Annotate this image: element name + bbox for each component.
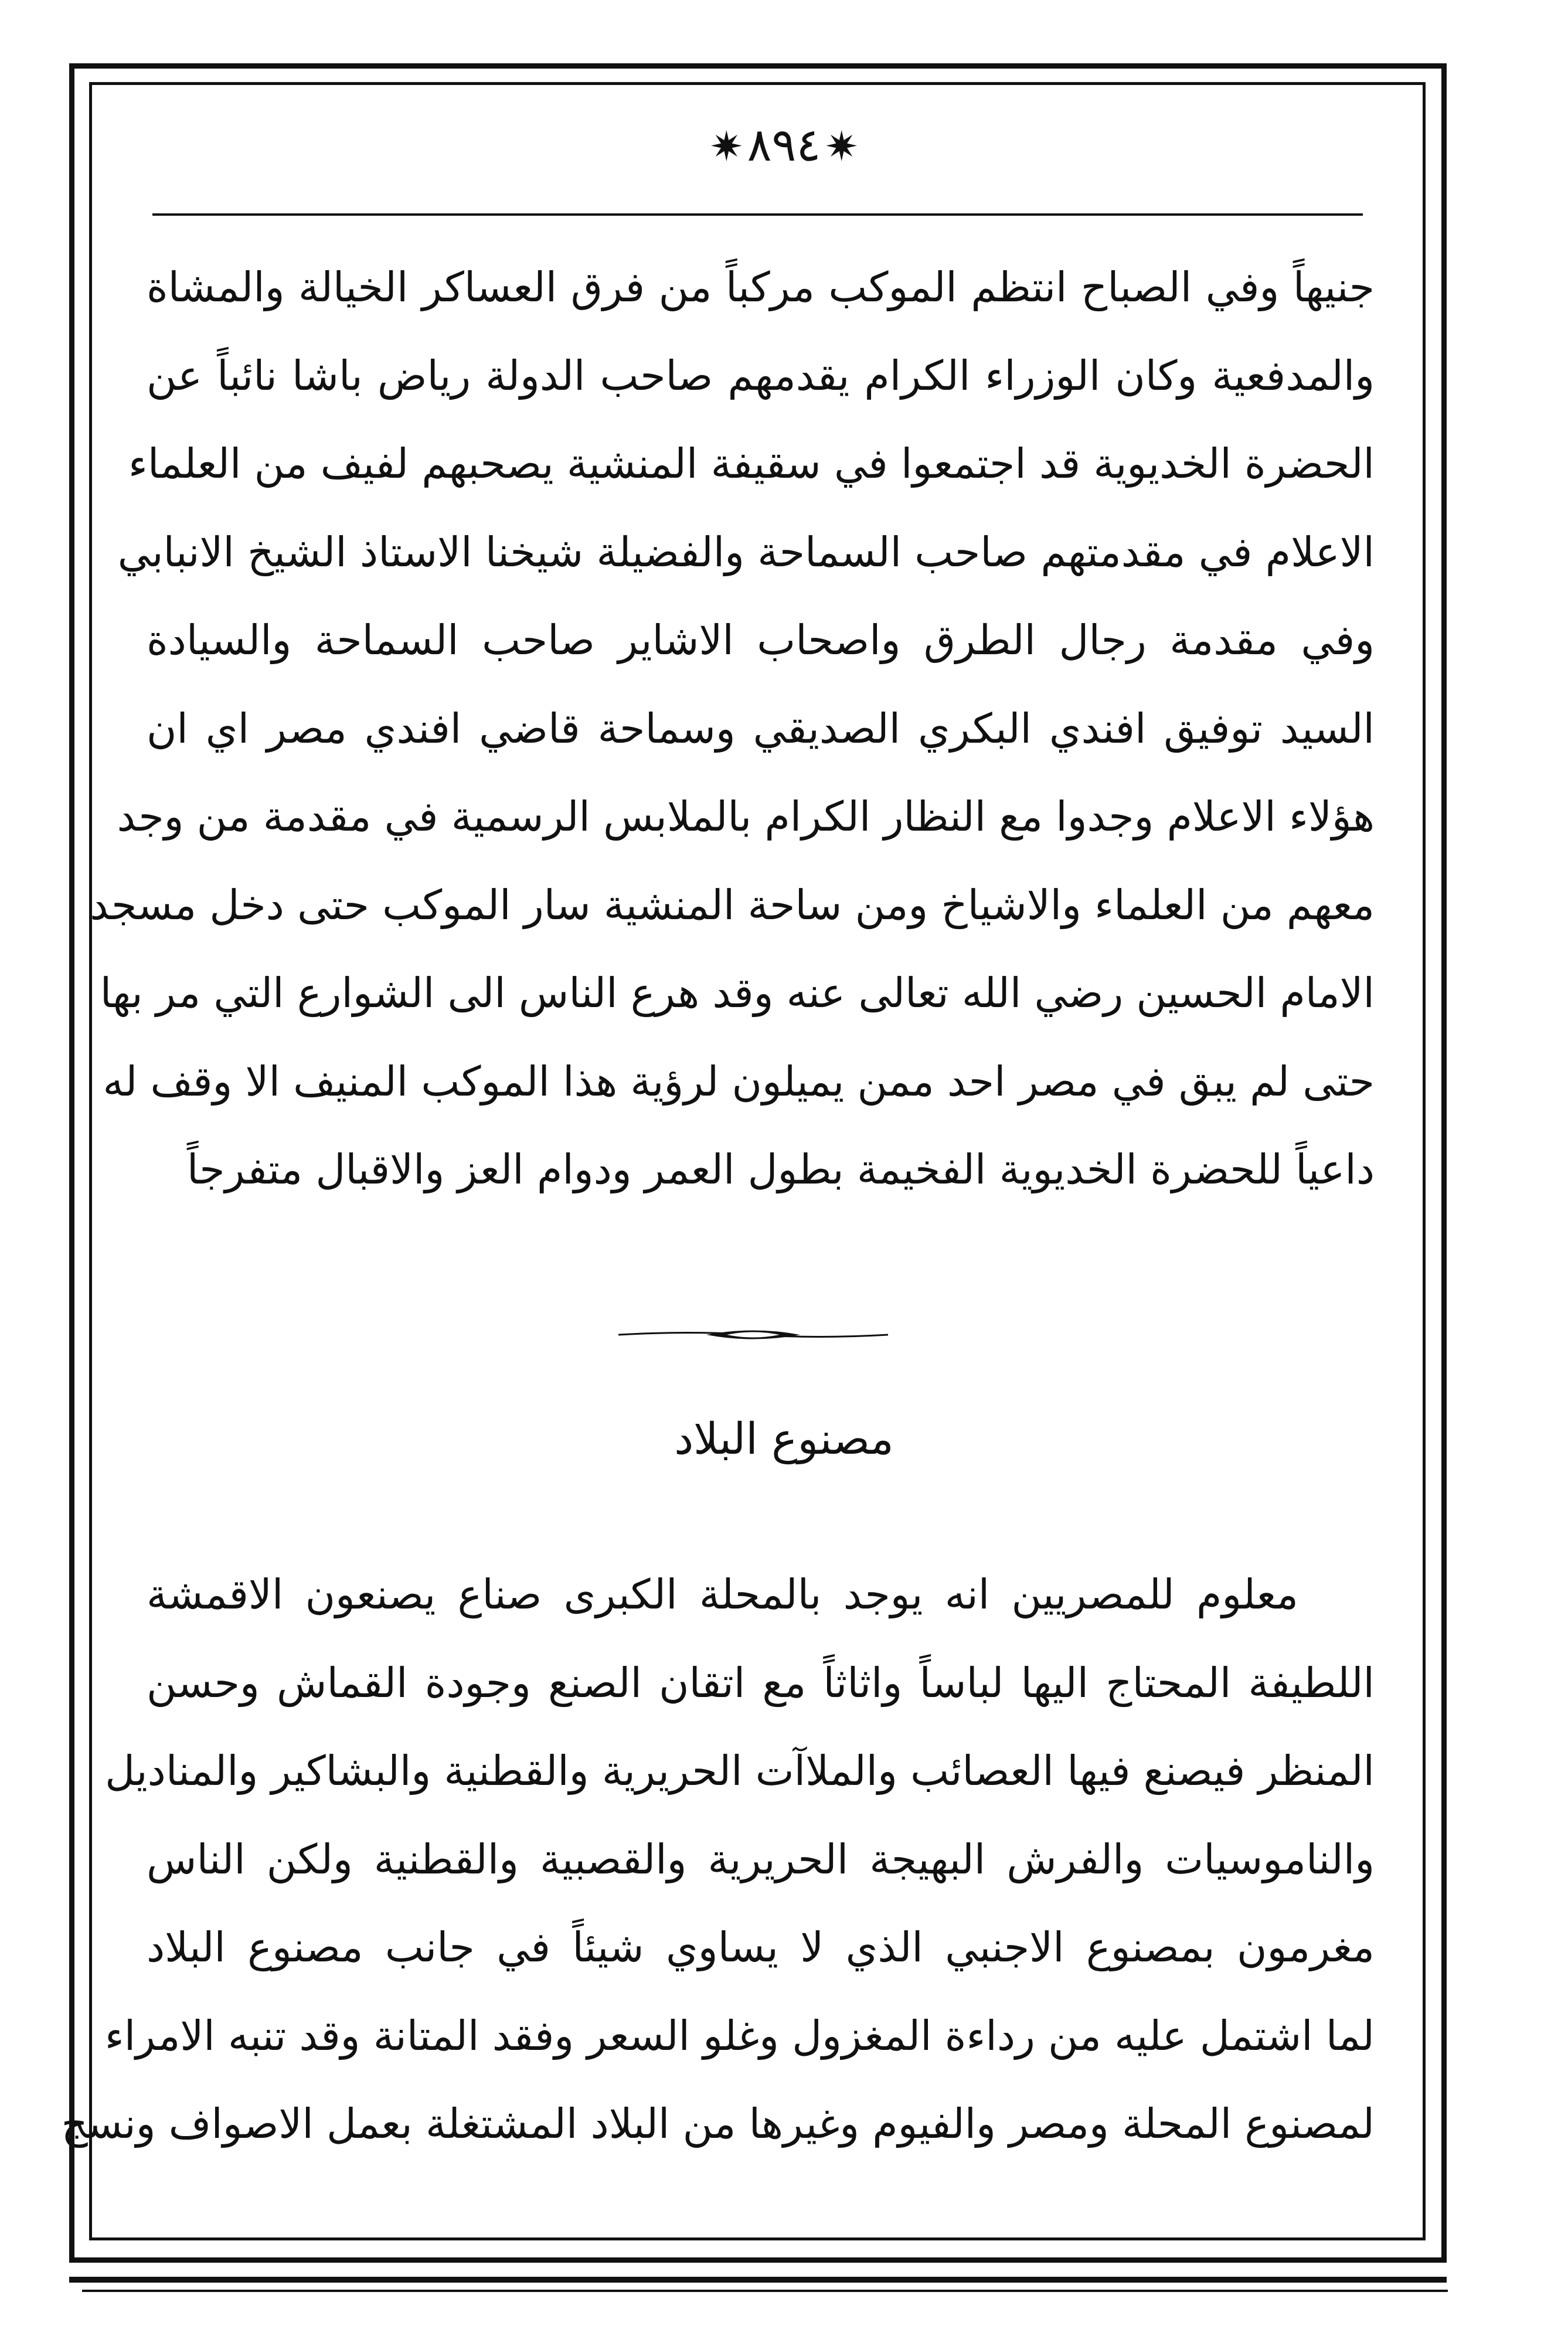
text-line: جنيهاً وفي الصباح انتظم الموكب مركباً من فرق العساكر الخيالة والمشاة [147,263,1375,311]
section-divider-ornament [618,1326,888,1344]
text-line: معلوم للمصريين انه يوجد بالمحلة الكبرى صناع يصنعون الاقمشة [147,1570,1298,1618]
text-line: والناموسيات والفرش البهيجة الحريرية والقصبية والقطنية ولكن الناس [147,1835,1375,1883]
text-line: مغرمون بمصنوع الاجنبي الذي لا يساوي شيئاً في جانب مصنوع البلاد [147,1923,1375,1971]
text-line: والمدفعية وكان الوزراء الكرام يقدمهم صاحب الدولة رياض باشا نائباً عن [147,351,1375,400]
bottom-rule [69,2277,1447,2283]
text-line: داعياً للحضرة الخديوية الفخيمة بطول العمر ودوام العز والاقبال متفرجاً [186,1145,1375,1193]
header-rule [152,213,1363,216]
text-line: اللطيفة المحتاج اليها لباساً واثاثاً مع اتقان الصنع وجودة القماش وحسن [147,1658,1375,1707]
text-line: لمصنوع المحلة ومصر والفيوم وغيرها من البلاد المشتغلة بعمل الاصواف ونسج [61,2100,1375,2148]
text-line: معهم من العلماء والاشياخ ومن ساحة المنشية سار الموكب حتى دخل مسجد [90,880,1375,929]
page-header [0,116,1568,176]
text-line: الحضرة الخديوية قد اجتمعوا في سقيفة المنشية يصحبهم لفيف من العلماء [128,440,1375,488]
text-line: هؤلاء الاعلام وجدوا مع النظار الكرام بالملابس الرسمية في مقدمة من وجد [117,793,1375,841]
text-line: الامام الحسين رضي الله تعالى عنه وقد هرع الناس الى الشوارع التي مر بها [100,969,1375,1017]
ornament-star-icon: ✷ [709,123,744,171]
paragraph-2 [61,1550,1375,2168]
bottom-rule-thin [82,2290,1448,2292]
section-title: مصنوع البلاد [674,1414,894,1464]
text-line: حتى لم يبق في مصر احد ممن يميلون لرؤية هذا الموكب المنيف الا وقف له [103,1057,1375,1106]
text-line: لما اشتمل عليه من رداءة المغزول وغلو السعر وفقد المتانة وقد تنبه الامراء [104,2011,1375,2060]
text-line: وفي مقدمة رجال الطرق واصحاب الاشاير صاحب السماحة والسيادة [147,616,1375,664]
paragraph-1 [90,243,1375,1214]
text-line: الاعلام في مقدمتهم صاحب السماحة والفضيلة شيخنا الاستاذ الشيخ الانبابي [117,528,1375,576]
text-line: السيد توفيق افندي البكري الصديقي وسماحة قاضي افندي مصر اي ان [147,704,1375,753]
page-number: ٨٩٤ [747,119,821,172]
ornament-star-icon: ✷ [824,123,859,171]
text-line: المنظر فيصنع فيها العصائب والملاآت الحريرية والقطنية والبشاكير والمناديل [105,1747,1375,1795]
